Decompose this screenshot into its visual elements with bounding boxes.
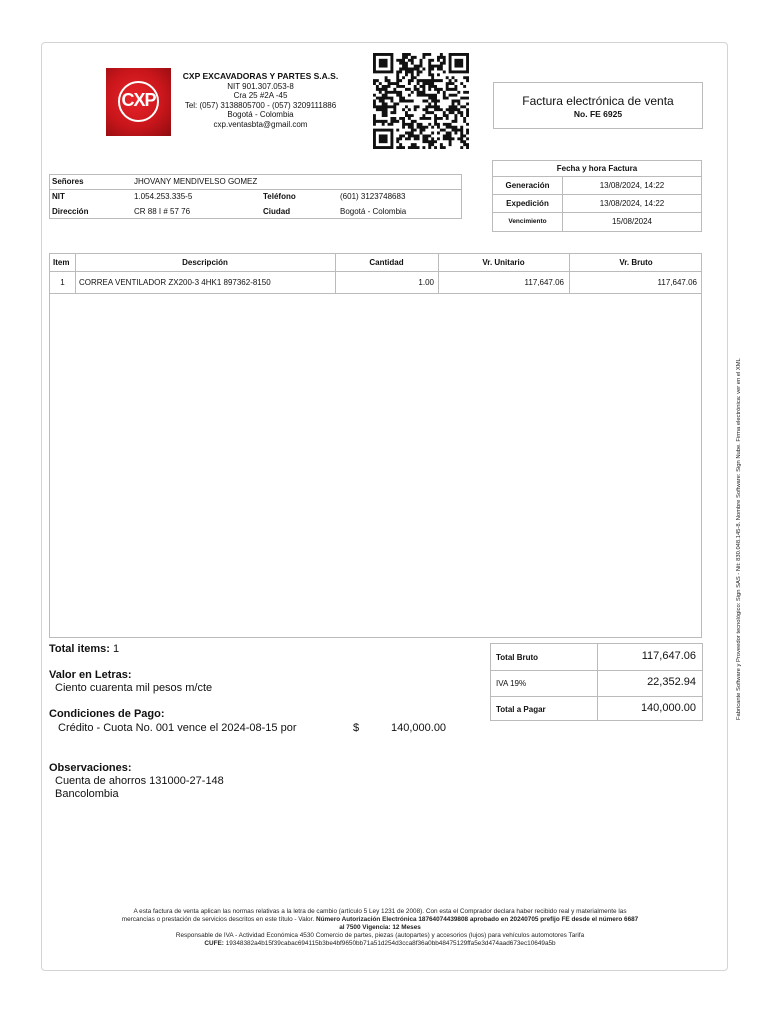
observaciones-line: Bancolombia: [55, 788, 119, 800]
cufe-label: CUFE:: [204, 940, 224, 947]
company-email: cxp.ventasbta@gmail.com: [213, 119, 308, 129]
col-gross-header: Vr. Bruto: [619, 258, 653, 267]
totals-label: IVA 19%: [496, 679, 527, 688]
row-item: 1: [60, 278, 65, 287]
date-value: 13/08/2024, 14:22: [599, 181, 665, 190]
customer-phone: (601) 3123748683: [340, 192, 406, 201]
customer-city: Bogotá - Colombia: [340, 207, 407, 216]
date-value: 15/08/2024: [611, 217, 653, 226]
footer-line: Responsable de IVA - Actividad Económica 4530 Comercio de partes, piezas (autopartes) y accesorios (lujos) para vehículos automotores Tarifa: [175, 932, 585, 939]
customer-name-label: Señores: [52, 177, 84, 186]
company-address: Cra 25 #2A -45: [233, 91, 288, 100]
footer-text: mercancías o prestación de servicios descritos en este título - Valor.: [121, 916, 315, 923]
row-qty: 1.00: [418, 278, 434, 287]
qr-code: [373, 53, 469, 151]
total-items-value: 1: [112, 643, 120, 655]
col-unit-header: Vr. Unitario: [482, 258, 525, 267]
customer-address-label: Dirección: [52, 207, 89, 216]
legal-footer: [60, 908, 700, 948]
items-header: [50, 254, 701, 272]
footer-line: A esta factura de venta aplican las normas relativas a la letra de cambio (artículo 5 Ley 1231 de 2008). Con esta el Comprador declara haber recibido real y materialmente las: [133, 908, 627, 915]
logo-text: CXP: [121, 90, 156, 110]
totals-box: [490, 643, 703, 721]
customer-row: [50, 175, 461, 189]
customer-name: JHOVANY MENDIVELSO GOMEZ: [134, 177, 258, 186]
col-desc-header: Descripción: [182, 258, 228, 267]
footer-line: [60, 924, 700, 932]
customer-row: [50, 190, 461, 204]
company-info: [178, 72, 343, 129]
date-row: [493, 195, 701, 213]
customer-city-label: Ciudad: [263, 207, 291, 216]
totals-row: [491, 644, 702, 670]
customer-nit: 1.054.253.335-5: [134, 192, 193, 201]
items-table: [49, 253, 702, 638]
software-vendor-note: Fabricante Software y Proveedor tecnológico: Sign SAS - Nit: 830.048.145-8. Nombre Software: Sign Nube. Firma electrónica: ver en el XML: [736, 358, 742, 720]
total-items-label: Total items:: [49, 643, 110, 655]
company-nit: NIT 901.307.053-8: [227, 81, 294, 91]
date-row: [493, 213, 701, 231]
date-label: Expedición: [493, 195, 563, 212]
customer-nit-label: NIT: [52, 192, 65, 201]
col-qty-header: Cantidad: [369, 258, 404, 267]
customer-phone-label: Teléfono: [263, 192, 296, 201]
invoice-title-box: [493, 82, 703, 129]
date-label: Generación: [493, 177, 563, 194]
totals-value: 140,000.00: [640, 702, 696, 714]
date-label: Vencimiento: [493, 213, 563, 231]
footer-authorization: Número Autorización Electrónica 18764074439808 aprobado en 20240705 prefijo FE desde el número 6687: [315, 916, 639, 923]
company-name: CXP EXCAVADORAS Y PARTES S.A.S.: [182, 71, 339, 81]
condiciones-value: Crédito - Cuota No. 001 vence el 2024-08-15 por: [58, 722, 297, 734]
company-phones: Tel: (057) 3138805700 - (057) 3209111886: [184, 100, 337, 110]
customer-row: [50, 205, 461, 219]
condiciones-label: Condiciones de Pago:: [49, 708, 165, 720]
customer-box: [49, 174, 462, 219]
col-item-header: Item: [53, 258, 70, 267]
customer-address: CR 88 I # 57 76: [134, 207, 191, 216]
invoice-number: No. FE 6925: [573, 109, 623, 119]
letras-label: Valor en Letras:: [49, 669, 132, 681]
totals-row: [491, 696, 702, 722]
totals-label: Total Bruto: [496, 653, 539, 662]
date-row: [493, 177, 701, 195]
footer-validity: al 7500 Vigencia: 12 Meses: [339, 924, 421, 931]
footer-line: [60, 916, 700, 924]
date-box-header: Fecha y hora Factura: [493, 161, 701, 177]
date-value: 13/08/2024, 14:22: [599, 199, 665, 208]
cufe-value: 19348382a4b15f39cabac694115b3be4bf9650bb71a51d254d3cca8f36a0bb48475129ffa5e3d474aad673ec10649a5b: [225, 940, 556, 947]
totals-row: [491, 670, 702, 696]
currency-symbol: $: [353, 722, 360, 734]
total-items: [49, 643, 119, 655]
letras-value: Ciento cuarenta mil pesos m/cte: [55, 682, 213, 694]
totals-label: Total a Pagar: [496, 705, 546, 714]
date-box: [492, 160, 702, 232]
totals-value: 117,647.06: [641, 650, 696, 662]
table-row: [50, 272, 701, 294]
invoice-title: Factura electrónica de venta: [522, 94, 674, 108]
observaciones-label: Observaciones:: [49, 762, 132, 774]
company-logo: [106, 68, 171, 136]
condiciones-amount: 140,000.00: [391, 722, 447, 734]
footer-line: [60, 940, 700, 948]
row-gross: 117,647.06: [657, 278, 697, 287]
row-desc: CORREA VENTILADOR ZX200-3 4HK1 897362-8150: [79, 278, 271, 287]
row-unit: 117,647.06: [524, 278, 564, 287]
totals-value: 22,352.94: [647, 676, 696, 688]
company-city: Bogotá - Colombia: [227, 110, 294, 119]
observaciones-line: Cuenta de ahorros 131000-27-148: [55, 775, 224, 787]
